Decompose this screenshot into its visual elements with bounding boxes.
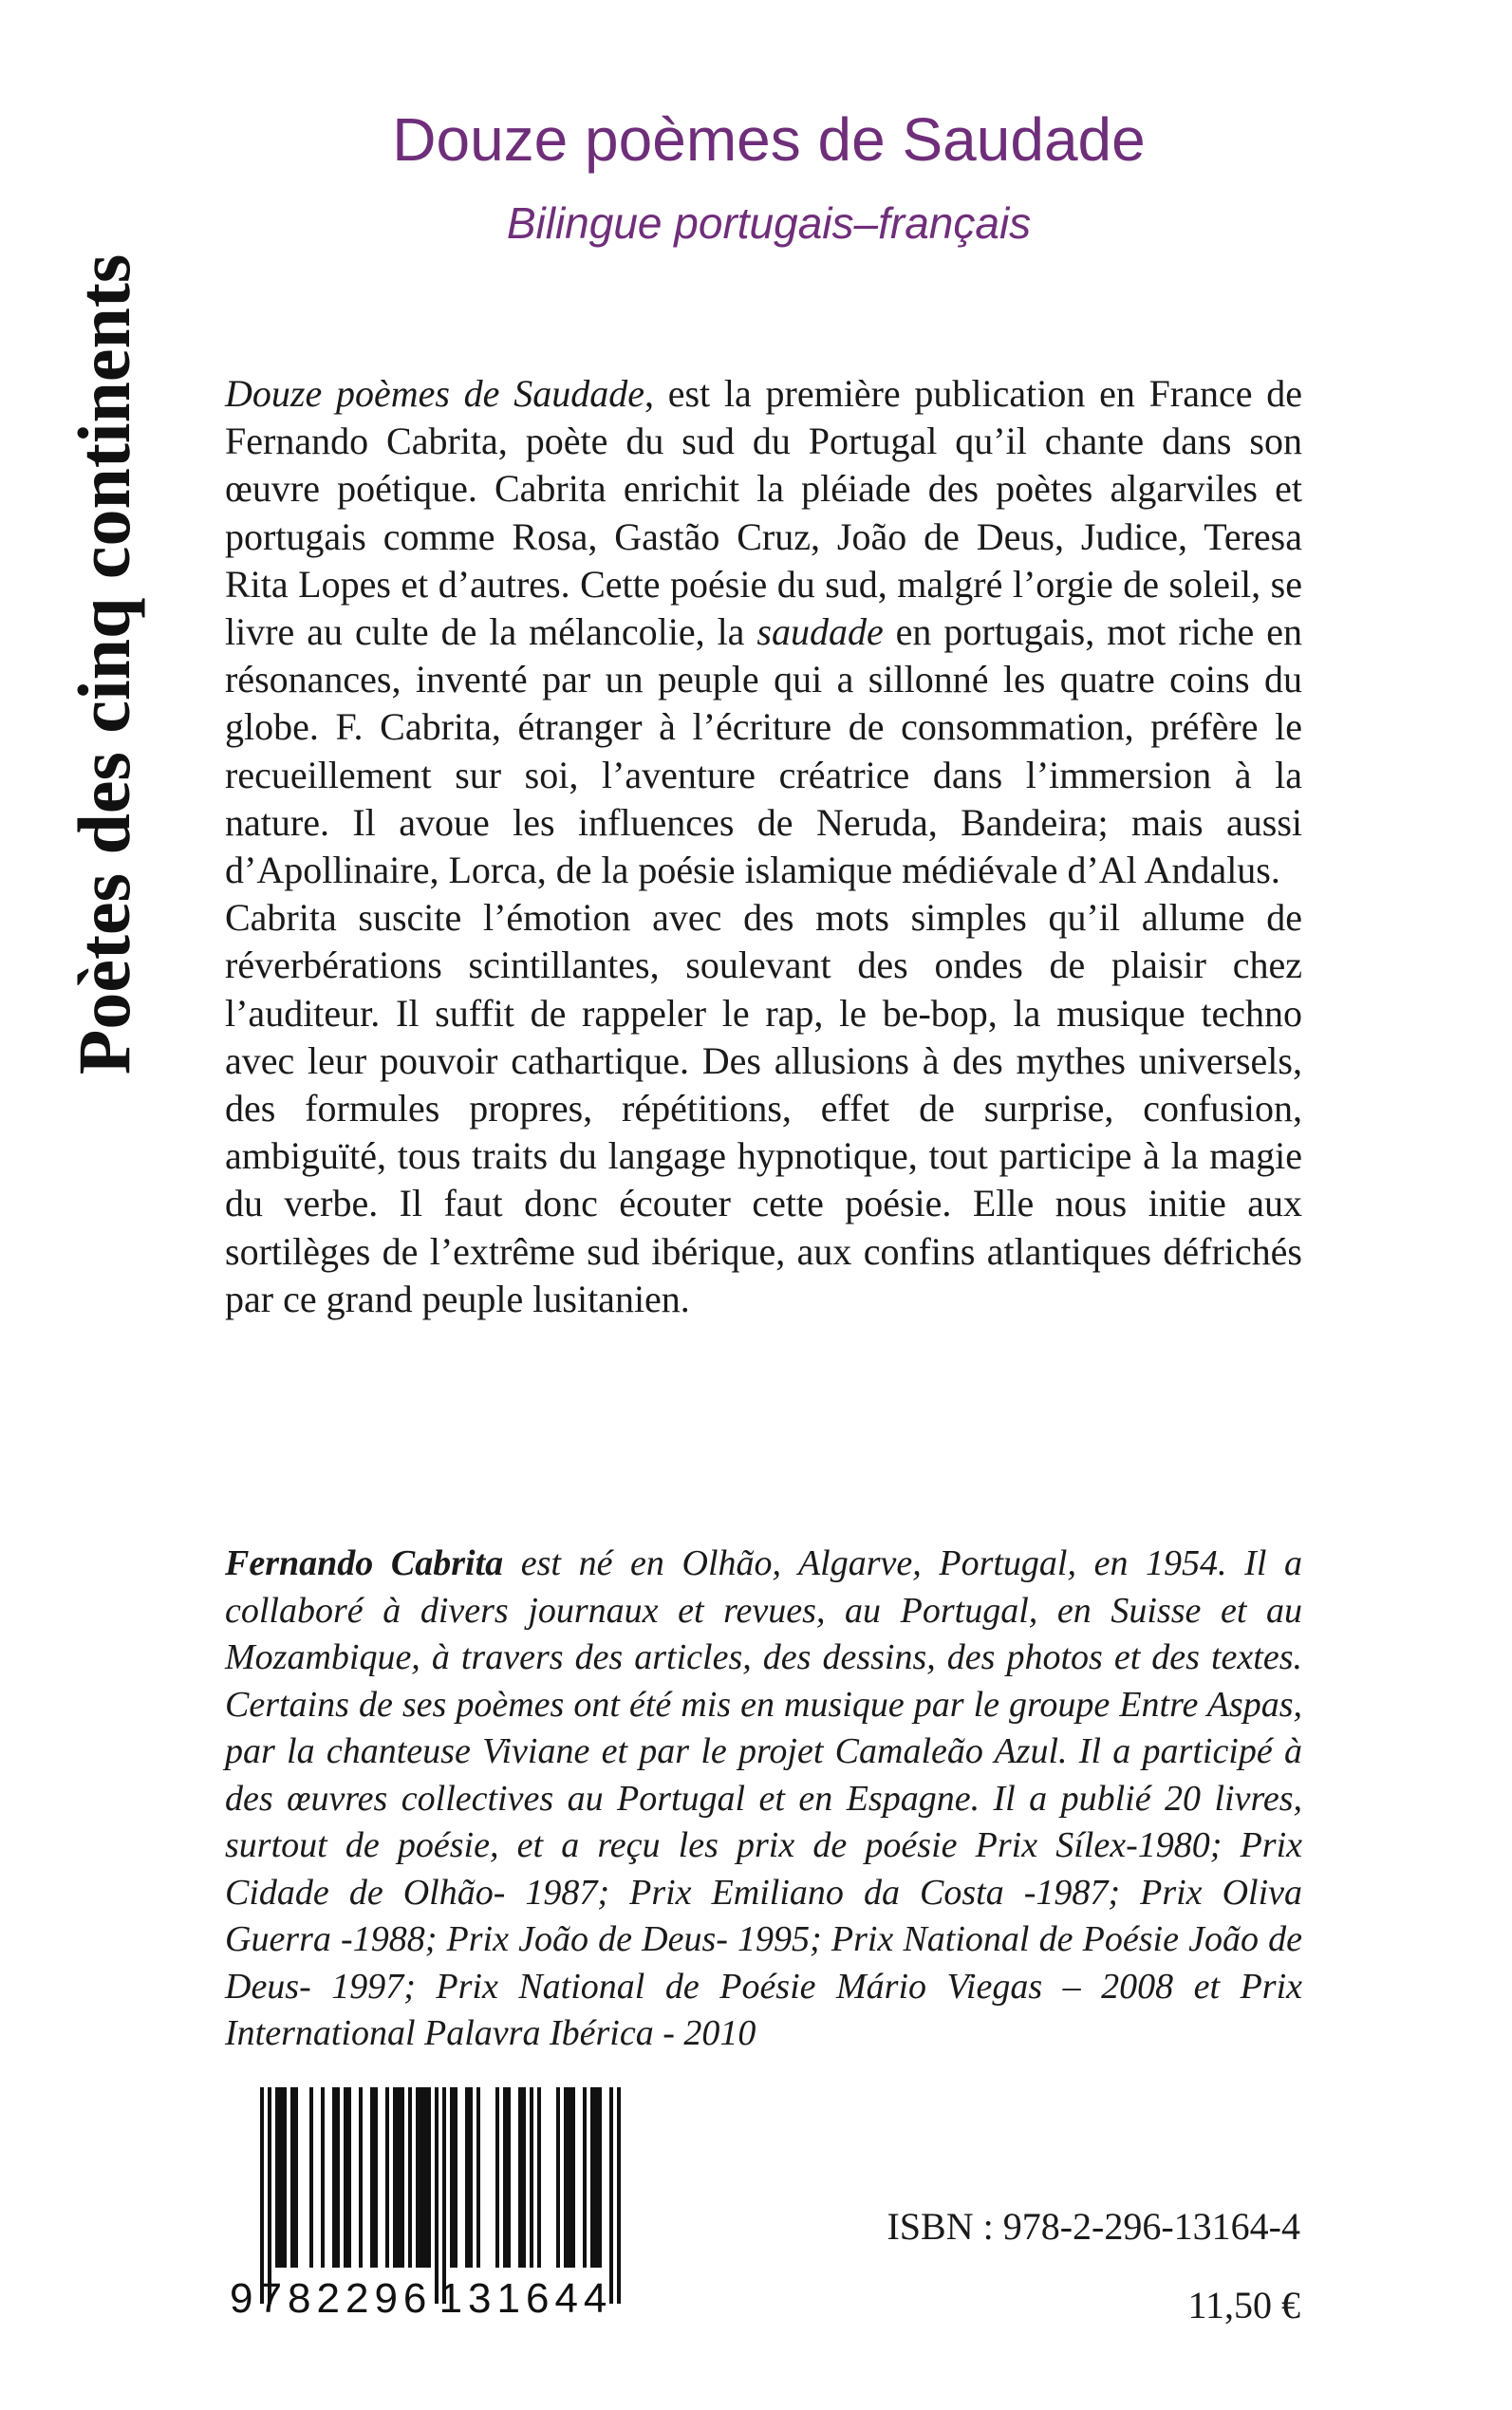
barcode-bar xyxy=(469,2087,473,2268)
description-paragraph-1 xyxy=(225,370,1302,894)
barcode-digits-right: 131644 xyxy=(439,2275,613,2319)
description-saudade-word: saudade xyxy=(756,610,884,654)
barcode-bar xyxy=(393,2087,397,2268)
barcode-bar xyxy=(385,2087,389,2268)
barcode-bar xyxy=(275,2087,279,2268)
series-name xyxy=(52,190,157,1139)
barcode-bar xyxy=(590,2087,594,2268)
description-paragraph-2: Cabrita suscite l’émotion avec des mots simples qu’il allume de réverbérations scintillantes, soulevant des ondes de plaisir chez l’auditeur. Il suffit de rappeler le rap, le be-bop, la musique techno avec leur pouvoir cathartique. Des allusions à des mythes universels, des formules propres, répétitions, effet de surprise, confusion, ambiguïté, tous traits du langage hypnotique, tout participe à la magie du verbe. Il faut donc écouter cette poésie. Elle nous initie aux sortilèges de l’extrême sud ibérique, aux confins atlantiques défrichés par ce grand peuple lusitanien. xyxy=(225,896,1302,1320)
author-name: Fernando Cabrita xyxy=(225,1543,504,1583)
barcode-bar xyxy=(518,2087,522,2268)
barcode-bar xyxy=(397,2087,401,2268)
barcode-bar xyxy=(530,2087,533,2268)
barcode-bar xyxy=(374,2087,378,2268)
series-name-text: Poètes des cinq continents xyxy=(63,253,145,1075)
barcode-bar xyxy=(427,2087,431,2268)
barcode-bar xyxy=(598,2087,602,2268)
barcode-bar xyxy=(609,2087,613,2304)
barcode-bar xyxy=(408,2087,412,2268)
barcode xyxy=(226,2082,636,2319)
barcode-bar xyxy=(564,2087,568,2268)
barcode-bar xyxy=(476,2087,480,2268)
author-bio-text: est né en Olhão, Algarve, Portugal, en 1954. Il a collaboré à divers journaux et revues, au Portugal, en Suisse et au Mozambique, à travers des articles, des dessins, des photos et des textes. Certains de ses poèmes ont été mis en musique par le groupe Entre Aspas, par la chanteuse Viviane et par le projet Camaleão Azul. Il a participé à des œuvres collectives au Portugal et en Espagne. Il a publié 20 livres, surtout de poésie, et a reçu les prix de poésie Prix Sílex-1980; Prix Cidade de Olhão- 1987; Prix Emiliano da Costa -1987; Prix Oliva Guerra -1988; Prix João de Deus- 1995; Prix National de Poésie João de Deus- 1997; Prix National de Poésie Mário Viegas – 2008 et Prix International Palavra Ibérica - 2010 xyxy=(225,1543,1302,2053)
book-title: Douze poèmes de Saudade xyxy=(392,105,1146,174)
barcode-bar xyxy=(332,2087,336,2268)
barcode-bar xyxy=(336,2087,340,2268)
description-title-ref: Douze poèmes de Saudade xyxy=(225,372,644,415)
barcode-bar xyxy=(401,2087,404,2268)
barcode-bar xyxy=(507,2087,511,2268)
barcode-bar xyxy=(347,2087,351,2268)
description-text-b: en portugais, mot riche en résonances, inventé par un peuple qui a sillonné les quatre coins du globe. F. Cabrita, étranger à l’écriture de consommation, préfère le recueillement sur soi, l’aventure créatrice dans l’immersion à la nature. Il avoue les influences de Neruda, Bandeira; mais aussi d’Apollinaire, Lorca, de la poésie islamique médiévale d’Al Andalus. xyxy=(225,610,1303,892)
barcode-bar xyxy=(556,2087,560,2268)
barcode-digit-first: 9 xyxy=(230,2275,253,2319)
barcode-bar xyxy=(344,2087,347,2268)
isbn: ISBN : 978-2-296-13164-4 xyxy=(887,2205,1300,2248)
author-bio xyxy=(225,1541,1302,2058)
barcode-bar xyxy=(442,2087,446,2304)
book-description xyxy=(225,370,1302,1323)
description-text-a: , est la première publication en France de Fernando Cabrita, poète du sud du Portugal qu’il chante dans son œuvre poétique. Cabrita enrichit la pléiade des poètes algarviles et portugais comme Rosa, Gastão Cruz, João de Deus, Judice, Teresa Rita Lopes et d’autres. Cette poésie du sud, malgré l’orgie de soleil, se livre au culte de la mélancolie, la xyxy=(225,372,1302,654)
barcode-bar xyxy=(279,2087,283,2268)
barcode-bar xyxy=(495,2087,499,2268)
barcode-bar xyxy=(359,2087,363,2268)
barcode-bar xyxy=(583,2087,587,2268)
barcode-bar xyxy=(309,2087,313,2268)
barcode-bar xyxy=(283,2087,287,2268)
barcode-bar xyxy=(571,2087,575,2268)
barcode-bar xyxy=(594,2087,598,2268)
barcode-bar xyxy=(617,2087,621,2304)
price: 11,50 € xyxy=(1187,2284,1300,2326)
barcode-bar xyxy=(260,2087,264,2304)
barcode-bar xyxy=(420,2087,423,2268)
barcode-bar xyxy=(454,2087,457,2268)
barcode-bar xyxy=(503,2087,507,2268)
barcode-bar xyxy=(537,2087,541,2268)
barcode-bar xyxy=(370,2087,374,2268)
barcode-bar xyxy=(435,2087,439,2304)
barcode-bar xyxy=(416,2087,420,2268)
barcode-bar xyxy=(294,2087,298,2268)
barcode-graphic xyxy=(226,2082,636,2319)
barcode-bar xyxy=(465,2087,469,2268)
barcode-bar xyxy=(290,2087,294,2268)
book-subtitle: Bilingue portugais–français xyxy=(506,198,1032,248)
barcode-bar xyxy=(522,2087,526,2268)
barcode-bar xyxy=(321,2087,325,2268)
barcode-bar xyxy=(268,2087,271,2304)
barcode-bar xyxy=(450,2087,454,2268)
barcode-digits-left: 782296 xyxy=(258,2275,433,2319)
barcode-bar xyxy=(568,2087,571,2268)
barcode-bar xyxy=(423,2087,427,2268)
